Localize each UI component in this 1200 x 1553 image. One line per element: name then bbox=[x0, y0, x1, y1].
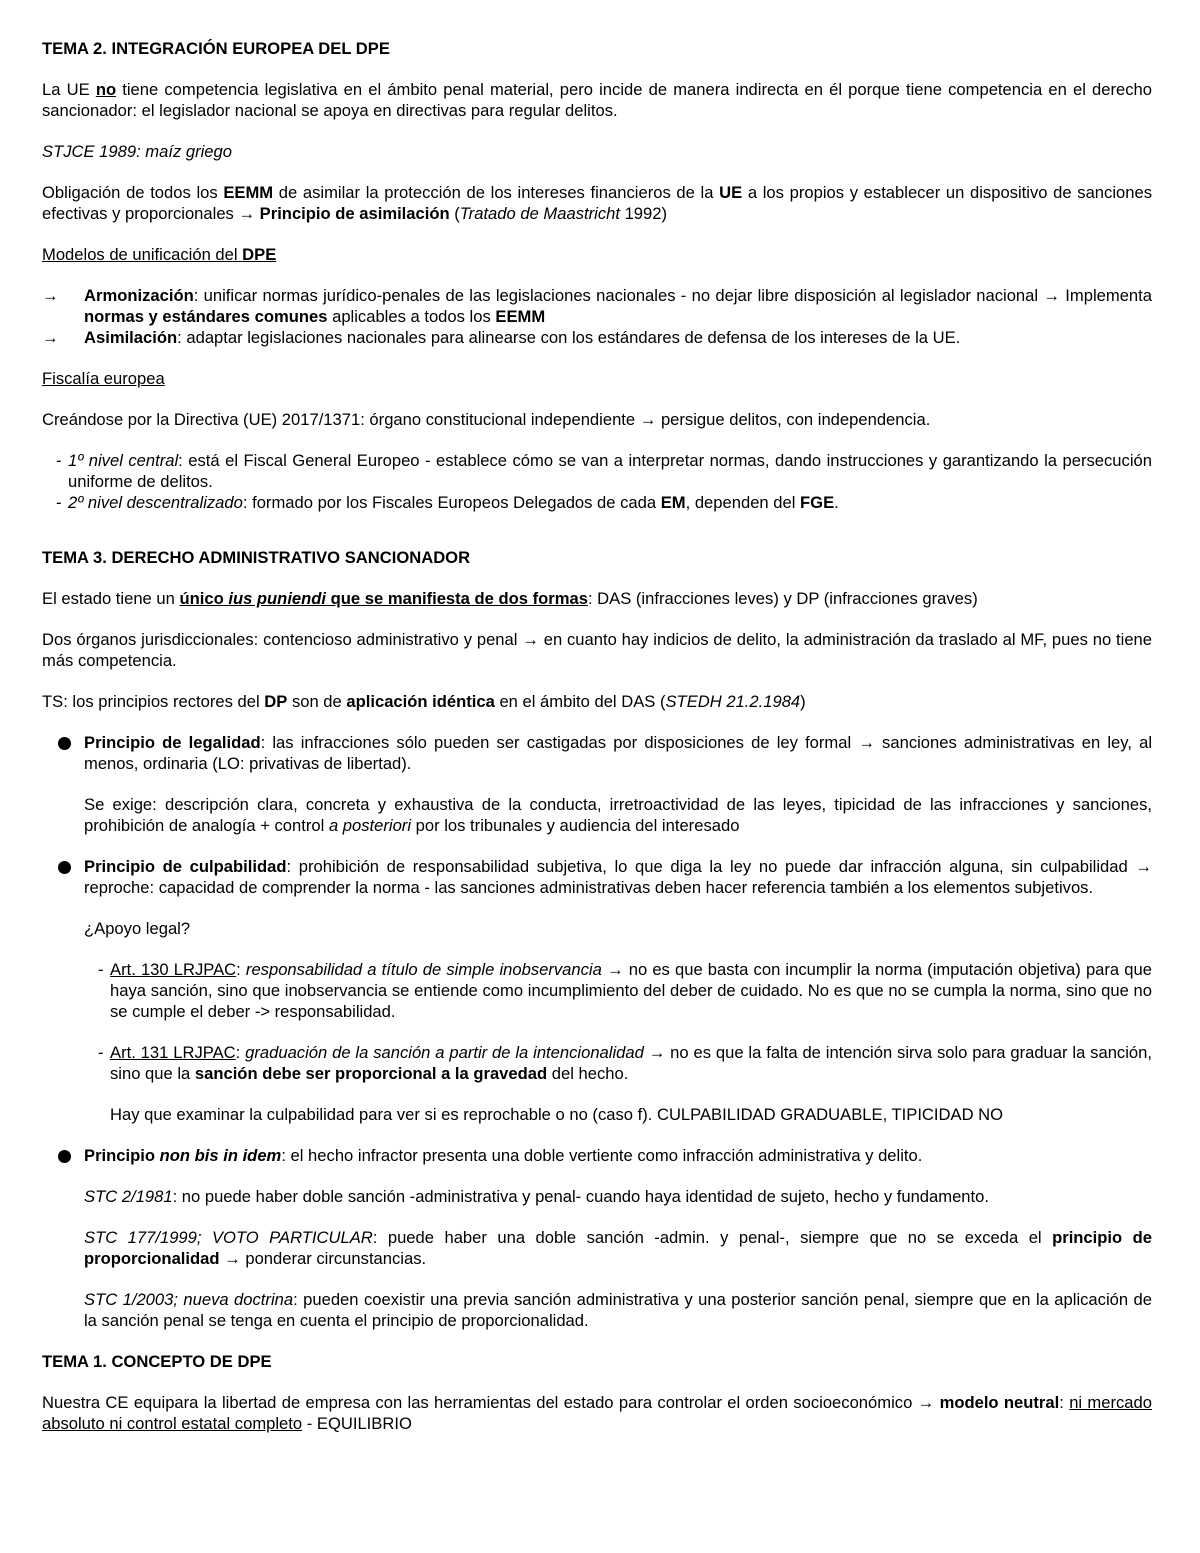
stc-177-1999: STC 177/1999; VOTO PARTICULAR: puede haber una doble sanción -admin. y penal-, siempre que no se exceda el principio de proporcionalidad → ponderar circunstancias. bbox=[84, 1228, 1152, 1268]
fiscalia-heading: Fiscalía europea bbox=[42, 369, 165, 388]
principio-legalidad: Principio de legalidad: las infracciones sólo pueden ser castigadas por disposiciones de ley formal → sanciones administrativas en ley, al menos, ordinaria (LO: privativas de libertad). Se exige: descripción clara, concreta y exhaustiva de la conducta, irretroactividad de las leyes, tipicidad de las infracciones y sanciones, prohibición de analogía + control a posteriori por los tribunales y audiencia del interesado bbox=[42, 732, 1152, 836]
tema1-title: TEMA 1. CONCEPTO DE DPE bbox=[42, 1352, 272, 1371]
list-item-art130: - Art. 130 LRJPAC: responsabilidad a título de simple inobservancia → no es que basta con incumplir la norma (imputación objetiva) para que haya sanción, sino que inobservancia se entiende como incumplimiento del deber de cuidado. No es que no se cumpla la norma, sino que no se cumple el deber -> responsabilidad. bbox=[98, 960, 1152, 1021]
legalidad-requisitos: Se exige: descripción clara, concreta y exhaustiva de la conducta, irretroactividad de las leyes, tipicidad de las infracciones y sanciones, prohibición de analogía + control a posteriori por los tribunales y audiencia del interesado bbox=[84, 795, 1152, 835]
list-item-art131: - Art. 131 LRJPAC: graduación de la sanción a partir de la intencionalidad → no es que la falta de intención sirva solo para graduar la sanción, sino que la sanción debe ser proporcional a la gravedad del hecho. bbox=[98, 1043, 1152, 1083]
principio-non-bis-in-idem: Principio non bis in idem: el hecho infractor presenta una doble vertiente como infracción administrativa y delito. STC 2/1981: no puede haber doble sanción -administrativa y penal- cuando haya identidad de sujeto, hecho y fundamento. STC 177/1999; VOTO PARTICULAR: puede haber una doble sanción -admin. y penal-, siempre que no se exceda el principio de proporcionalidad → ponderar circunstancias. STC 1/2003; nueva doctrina: pueden coexistir una previa sanción administrativa y una posterior sanción penal, siempre que en la aplicación de la sanción penal se tenga en cuenta el principio de proporcionalidad. bbox=[42, 1145, 1152, 1331]
stc-1-2003: STC 1/2003; nueva doctrina: pueden coexistir una previa sanción administrativa y una posterior sanción penal, siempre que en la aplicación de la sanción penal se tenga en cuenta el principio de proporcionalidad. bbox=[84, 1290, 1152, 1330]
ts-principios-paragraph: TS: los principios rectores del DP son de aplicación idéntica en el ámbito del DAS (STEDH 21.2.1984) bbox=[42, 692, 806, 711]
bullet-dot-icon bbox=[58, 1150, 71, 1163]
stc-2-1981: STC 2/1981: no puede haber doble sanción -administrativa y penal- cuando haya identidad de sujeto, hecho y fundamento. bbox=[84, 1187, 989, 1206]
list-item-armonizacion: → Armonización: unificar normas jurídico-penales de las legislaciones nacionales - no dejar libre disposición al legislador nacional → Implementa normas y estándares comunes aplicables a todos los EEMM bbox=[42, 286, 1152, 326]
stjce-reference: STJCE 1989: maíz griego bbox=[42, 142, 232, 161]
arrow-bullet-icon: → bbox=[42, 286, 59, 305]
bullet-dot-icon bbox=[58, 861, 71, 874]
articulos-list bbox=[84, 959, 1152, 1084]
list-item-nivel-descentralizado: - 2º nivel descentralizado: formado por los Fiscales Europeos Delegados de cada EM, dependen del FGE. bbox=[56, 493, 839, 512]
list-item-asimilacion: → Asimilación: adaptar legislaciones nacionales para alinearse con los estándares de defensa de los intereses de la UE. bbox=[42, 328, 961, 347]
apoyo-legal: ¿Apoyo legal? bbox=[84, 919, 191, 938]
organos-paragraph: Dos órganos jurisdiccionales: contencioso administrativo y penal → en cuanto hay indicios de delito, la administración da traslado al MF, pues no tiene más competencia. bbox=[42, 630, 1152, 670]
modelo-neutral-paragraph: Nuestra CE equipara la libertad de empresa con las herramientas del estado para controlar el orden socioeconómico → modelo neutral: ni mercado absoluto ni control estatal completo - EQUILIBRIO bbox=[42, 1393, 1152, 1433]
niveles-list bbox=[42, 450, 1152, 513]
modelos-heading: Modelos de unificación del DPE bbox=[42, 245, 277, 264]
bullet-dot-icon bbox=[58, 737, 71, 750]
asimilacion-paragraph: Obligación de todos los EEMM de asimilar la protección de los intereses financieros de la UE a los propios y establecer un dispositivo de sanciones efectivas y proporcionales → Principio de asimilación (Tratado de Maastricht 1992) bbox=[42, 183, 1152, 223]
principio-culpabilidad: Principio de culpabilidad: prohibición de responsabilidad subjetiva, lo que diga la ley no puede dar infracción alguna, sin culpabilidad → reproche: capacidad de comprender la norma - las sanciones administrativas deben hacer referencia también a los elementos subjetivos. ¿Apoyo legal? - Art. 130 LRJPAC: responsabilidad a título de simple inobservancia → no es que basta con incumplir la norma (imputación objetiva) para que haya sanción, sino que inobservancia se entiende como incumplimiento del deber de cuidado. No es que no se cumpla la norma, sino que no se cumple el deber -> responsabilidad. - Art. 131 LRJPAC: graduación de la sanción a partir de la intencionalidad → no es que la falta de intención sirva solo para graduar la sanción, sino que la sanción debe ser proporcional a la gravedad del hecho. Hay que examinar la culpabilidad para ver si es reprochable o no (caso f). CULPABILIDAD GRADUABLE, TIPICIDAD NO bbox=[42, 856, 1152, 1125]
list-item-nivel-central: - 1º nivel central: está el Fiscal General Europeo - establece cómo se van a interpretar normas, dando instrucciones y garantizando la persecución uniforme de delitos. bbox=[56, 451, 1152, 491]
fiscalia-paragraph: Creándose por la Directiva (UE) 2017/1371: órgano constitucional independiente → persigue delitos, con independencia. bbox=[42, 410, 931, 429]
document-page bbox=[42, 38, 1152, 1434]
tema2-title: TEMA 2. INTEGRACIÓN EUROPEA DEL DPE bbox=[42, 39, 390, 58]
examinar-culpabilidad: Hay que examinar la culpabilidad para ver si es reprochable o no (caso f). CULPABILIDAD GRADUABLE, TIPICIDAD NO bbox=[110, 1105, 1004, 1124]
arrow-bullet-icon: → bbox=[42, 328, 59, 347]
ius-puniendi-paragraph: El estado tiene un único ius puniendi que se manifiesta de dos formas: DAS (infracciones leves) y DP (infracciones graves) bbox=[42, 589, 978, 608]
tema2-intro-paragraph: La UE no tiene competencia legislativa en el ámbito penal material, pero incide de manera indirecta en él porque tiene competencia en el derecho sancionador: el legislador nacional se apoya en directivas para regular delitos. bbox=[42, 80, 1152, 120]
tema3-title: TEMA 3. DERECHO ADMINISTRATIVO SANCIONADOR bbox=[42, 548, 471, 567]
modelos-list bbox=[42, 285, 1152, 348]
